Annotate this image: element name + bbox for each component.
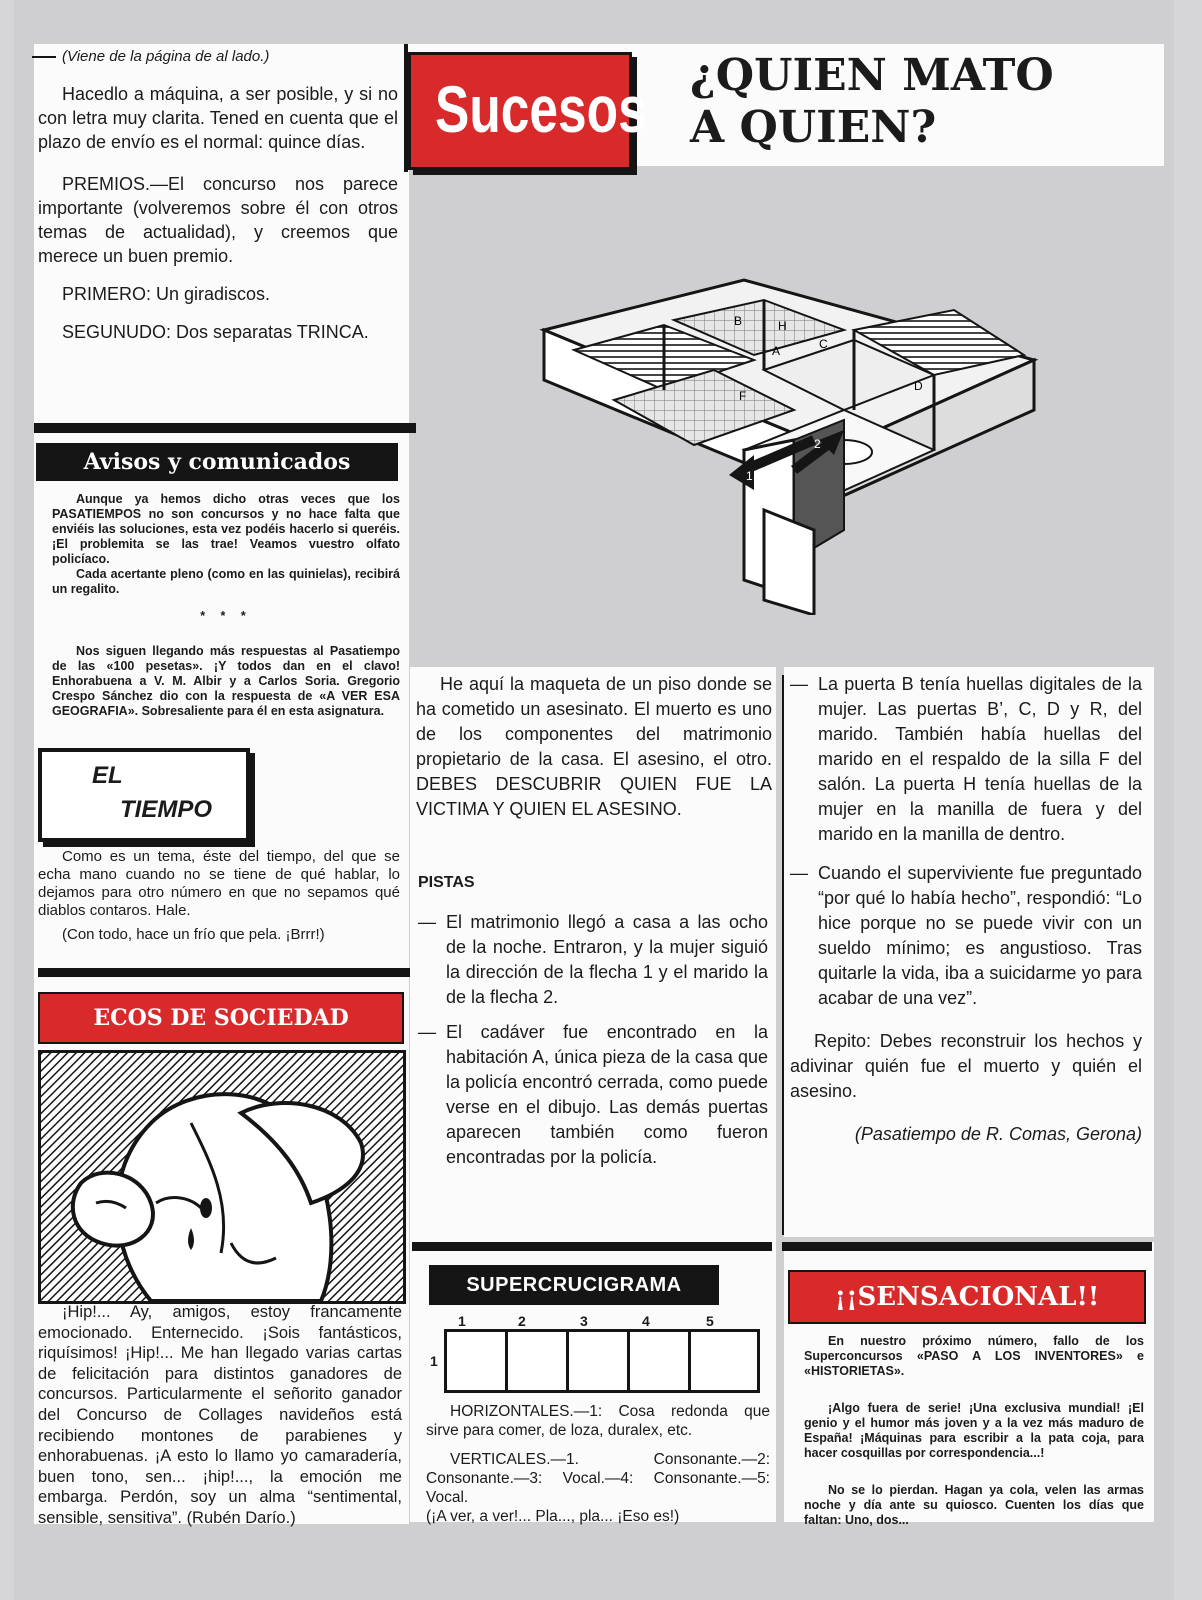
clue-item: — La puerta B tenía huellas digitales de la mujer. Las puertas B’, C, D y R, del marido. También había huellas del marido en el respaldo de la silla F del salón. La puerta H tenía huellas de la mujer en la manilla de fuera y del marido en la manilla de dentro. [790, 672, 1142, 847]
apartment-illustration [514, 270, 1054, 615]
magazine-page [14, 0, 1174, 1600]
arrow-label: 2 [814, 437, 821, 451]
closing-paragraph: Repito: Debes reconstruir los hechos y adivinar quién fue el muerto y quién el asesino. [790, 1031, 1142, 1101]
clue-item: — El matrimonio llegó a casa a las ocho de la noche. Entraron, y la mujer siguió la dirección de la flecha 1 y el marido la de la flecha 2. [418, 910, 768, 1010]
title-line-1: ¿QUIEN MATO [690, 50, 1054, 101]
cartoon-panel [38, 1050, 406, 1304]
continued-note: (Viene de la página de al lado.) [32, 48, 412, 65]
grid-cell[interactable] [508, 1332, 569, 1390]
room-label: C [819, 337, 828, 351]
clue-item: — El cadáver fue encontrado en la habitación A, única pieza de la casa que la policía encontró cerrada, como puede verse en el dibujo. Las demás puertas aparecen también como fueron encontradas por la policía. [418, 1020, 768, 1170]
grid-cell[interactable] [691, 1332, 754, 1390]
divider [782, 1242, 1152, 1251]
avisos-text [52, 492, 400, 719]
ecos-paragraph: ¡Hip!... Ay, amigos, estoy francamente emocionado. Enternecido. ¡Sois fantásticos, riquísimos! ¡Hip!... Me han llegado varias cartas de felicitación para distintos ganadores de concursos. Particularmente el señorito ganador del Concurso de Collages navideños está recibiendo montones de parabienes y enhorabuenas. ¡A esto lo llamo yo camaradería, buen tono, sen... ¡hip!..., la emoción me embarga. Perdón, soy un alma “sentimental, sensible, sensitiva”. (Rubén Darío.) [38, 1303, 402, 1527]
crying-face-cartoon [41, 1053, 403, 1301]
sensacional-paragraph: En nuestro próximo número, fallo de los Superconcursos «PASO A LOS INVENTORES» e «HISTORIETAS». [804, 1334, 1144, 1378]
ecos-text [38, 1302, 402, 1529]
tiempo-text [38, 848, 400, 944]
article-intro [416, 672, 772, 822]
avisos-stars: * * * [200, 609, 252, 623]
intro-paragraph: He aquí la maqueta de un piso donde se ha cometido un asesinato. El muerto es uno de los componentes del matrimonio propietario de la casa. El asesino, el otro. DEBES DESCUBRIR QUIEN FUE LA VICTIMA Y QUIEN EL ASESINO. [416, 674, 772, 819]
column-number: 4 [642, 1313, 650, 1329]
room-label: D [914, 379, 923, 393]
divider [412, 1242, 772, 1251]
left-paragraph: PREMIOS.—El concurso nos parece importante (volveremos sobre él con otros temas de actualidad), y creemos que merece un buen premio. [38, 174, 398, 266]
article-title [690, 50, 1160, 154]
tiempo-title-line2: TIEMPO [120, 796, 213, 823]
arrow-label: 1 [746, 469, 753, 483]
crucigrama-heading: SUPERCRUCIGRAMA [429, 1265, 719, 1305]
divider [34, 423, 416, 433]
grid-row [444, 1329, 760, 1393]
grid-cell[interactable] [447, 1332, 508, 1390]
tiempo-paragraph: Como es un tema, éste del tiempo, del que se echa mano cuando no se tiene de qué hablar, lo dejamos para otro número en que no sepamos qué diablos contaros. Hale. [38, 848, 400, 919]
title-line-2: A QUIEN? [690, 102, 937, 153]
room-label: A [772, 344, 781, 358]
sensacional-text [804, 1334, 1144, 1528]
sensacional-heading: ¡¡SENSACIONAL!! [788, 1270, 1146, 1324]
column-number: 1 [458, 1313, 466, 1329]
left-paragraph: Hacedlo a máquina, a ser posible, y si no con letra muy clarita. Tened en cuenta que el plazo de envío es el normal: quince días. [38, 84, 398, 152]
avisos-paragraph: Aunque ya hemos dicho otras veces que los PASATIEMPOS no son concursos y no hace falta que enviéis las soluciones, esta vez podéis hacerlo si queréis. ¡El problemita se las trae! Veamos vuestro olfato policíaco. [52, 492, 400, 566]
horizontales-clue: HORIZONTALES.—1: Cosa redonda que sirve para comer, de loza, duralex, etc. [426, 1403, 770, 1439]
clues-column-2 [790, 672, 1142, 1147]
ecos-heading: ECOS DE SOCIEDAD [38, 992, 404, 1044]
room-label: B [734, 314, 743, 328]
divider [38, 968, 412, 977]
crucigrama-footer: (¡A ver, a ver!... Pla..., pla... ¡Eso es!) [426, 1508, 680, 1525]
avisos-paragraph: Cada acertante pleno (como en las quinielas), recibirá un regalito. [52, 567, 400, 596]
column-number: 3 [580, 1313, 588, 1329]
pistas-heading: PISTAS [418, 874, 475, 891]
tiempo-paragraph: (Con todo, hace un frío que pela. ¡Brrr!) [62, 926, 325, 943]
clue-item: — Cuando el superviviente fue preguntado “por qué lo había hecho”, respondió: “Lo hice porque no se puede vivir con un sueldo mínimo; es angustioso. Tras quitarle la vida, iba a suicidarme yo para acabar de una vez”. [790, 861, 1142, 1011]
sensacional-paragraph: ¡Algo fuera de serie! ¡Una exclusiva mundial! ¡El genio y el humor más joven y a la vez más maduro de España! ¡Máquinas para escribir a la pata coja, para hacer cosquillas por correspondencia...! [804, 1401, 1144, 1460]
column-number: 2 [518, 1313, 526, 1329]
grid-cell[interactable] [630, 1332, 691, 1390]
left-paragraph: PRIMERO: Un giradiscos. [62, 284, 271, 304]
column-number: 5 [706, 1313, 714, 1329]
sucesos-label-box [408, 52, 647, 170]
clues-column-1 [418, 910, 768, 1180]
column-separator [782, 675, 784, 1235]
avisos-paragraph: Nos siguen llegando más respuestas al Pasatiempo de las «100 pesetas». ¡Y todos dan en el clavo! Enhorabuena a V. M. Albir y a Carlos Soria. Gregorio Crespo Sánchez dio con la respuesta de «A VER ESA GEOGRAFIA». Sobresaliente para él en esta asignatura. [52, 644, 400, 718]
sensacional-paragraph: No se lo pierdan. Hagan ya cola, velen las armas noche y día ante su quiosco. Cuenten los días que faltan: Uno, dos... [804, 1483, 1144, 1527]
room-label: F [739, 389, 747, 403]
article-credit: (Pasatiempo de R. Comas, Gerona) [854, 1124, 1142, 1144]
room-label: H [778, 319, 787, 333]
verticales-clue: VERTICALES.—1. Consonante.—2: Consonante.—3: Vocal.—4: Consonante.—5: Vocal. [426, 1451, 770, 1506]
tiempo-title-line1: EL [92, 762, 123, 789]
avisos-heading: Avisos y comunicados [36, 443, 398, 481]
row-number: 1 [430, 1353, 438, 1369]
sucesos-label: Sucesos [434, 72, 647, 146]
crucigrama-clues [426, 1402, 770, 1526]
crossword-grid [430, 1313, 760, 1403]
left-intro-text [38, 82, 398, 344]
grid-cell[interactable] [569, 1332, 630, 1390]
tiempo-box [38, 748, 250, 842]
left-paragraph: SEGUNUDO: Dos separatas TRINCA. [62, 322, 369, 342]
